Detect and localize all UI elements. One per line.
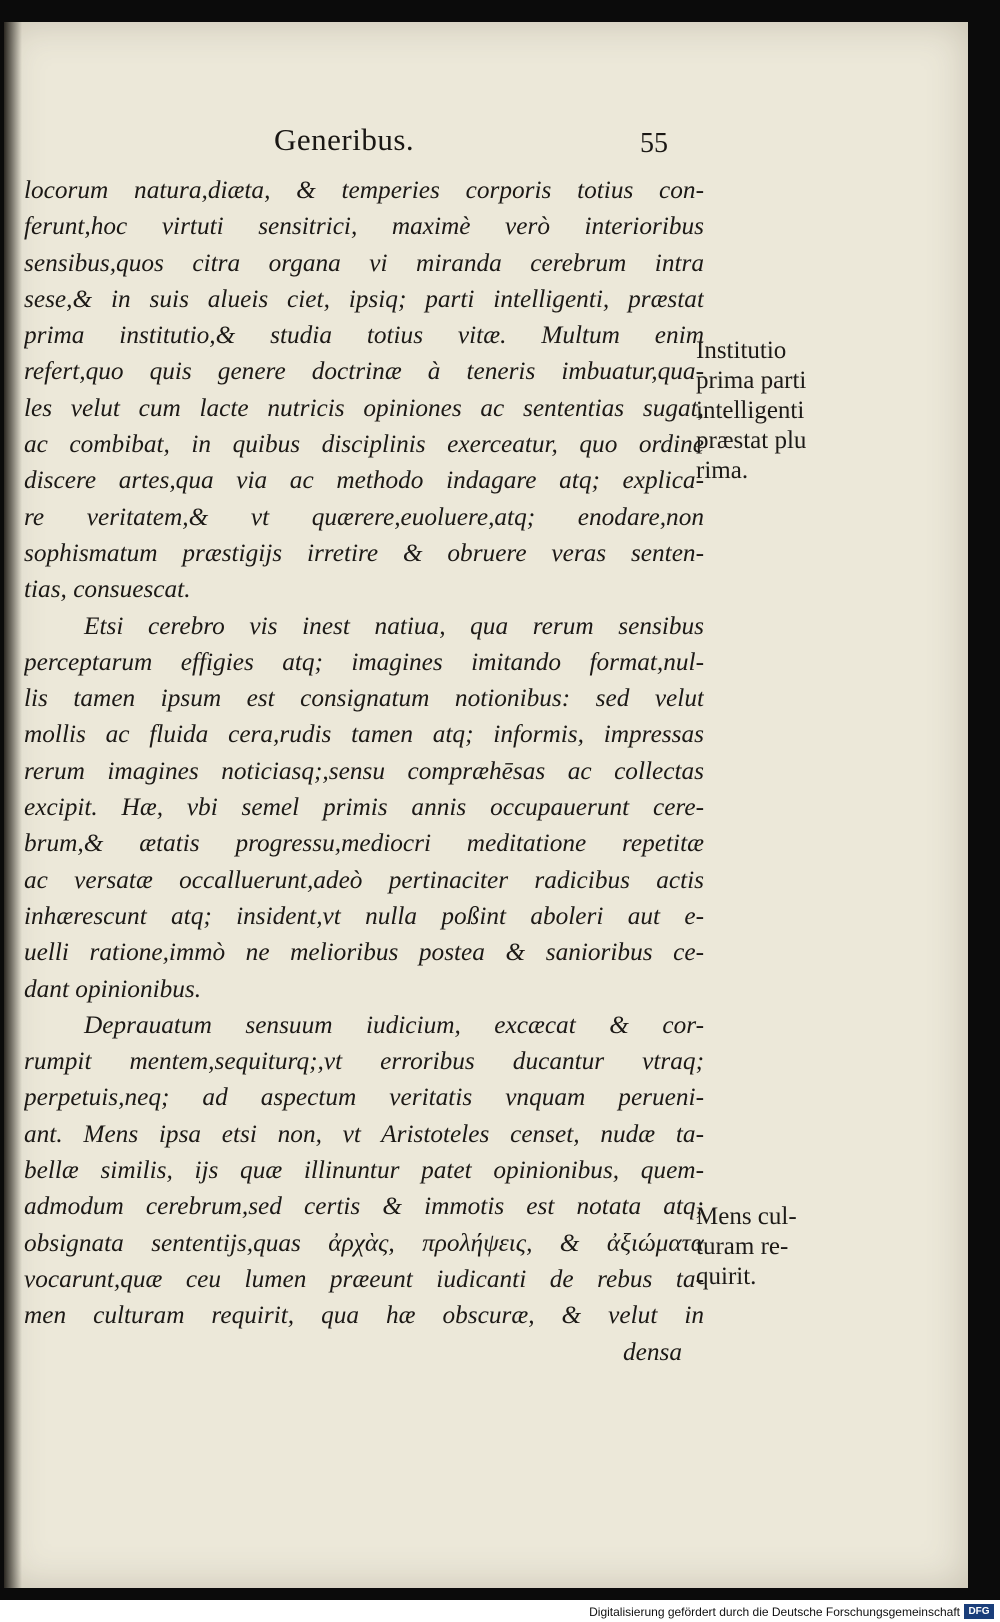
main-text-block <box>24 172 704 1370</box>
text-line: ant. Mens ipsa etsi non, vt Aristoteles censet, nudæ ta- <box>24 1119 704 1148</box>
text-line: mollis ac fluida cera,rudis tamen atq; informis, impressas <box>24 720 704 749</box>
text-line: excipit. Hæ, vbi semel primis annis occupauerunt cere- <box>24 793 704 822</box>
text-line: re veritatem,& vt quærere,euoluere,atq; enodare,non <box>24 502 704 531</box>
dfg-logo-icon: DFG <box>964 1604 994 1619</box>
text-line: ferunt,hoc virtuti sensitrici, maximè verò interioribus <box>24 212 704 241</box>
text-line: sese,& in suis alueis ciet, ipsiq; parti intelligenti, præstat <box>24 284 704 313</box>
text-line: men culturam requirit, qua hæ obscuræ, & velut in <box>24 1301 704 1330</box>
text-line: Deprauatum sensuum iudicium, excæcat & cor- <box>84 1010 704 1039</box>
text-line: prima institutio,& studia totius vitæ. Multum enim <box>24 321 704 350</box>
text-line: refert,quo quis genere doctrinæ à teneris imbuatur,qua- <box>24 357 704 386</box>
text-line: dant opinionibus. <box>24 974 202 1003</box>
text-line: rerum imagines noticiasq;,sensu compræhēsas ac collectas <box>24 756 704 785</box>
margin-note-line: rima. <box>696 457 749 484</box>
margin-note-mens <box>696 1202 856 1292</box>
catchword: densa <box>622 1337 682 1366</box>
text-line: les velut cum lacte nutricis opiniones ac sententias sugat, <box>24 393 704 422</box>
margin-note-line: quirit. <box>696 1263 757 1290</box>
text-line: discere artes,qua via ac methodo indagare atq; explica- <box>24 466 704 495</box>
text-line: tias, consuescat. <box>24 575 191 604</box>
margin-note-line: prima parti <box>696 367 807 394</box>
text-line: ac combibat, in quibus disciplinis exerceatur, quo ordine <box>24 430 704 459</box>
book-page <box>4 22 968 1588</box>
margin-note-line: turam re- <box>696 1233 789 1260</box>
text-line: locorum natura,diæta, & temperies corporis totius con- <box>24 176 704 204</box>
text-line: vocarunt,quæ ceu lumen præeunt iudicanti de rebus ta- <box>24 1264 704 1293</box>
text-line: bellæ similis, ijs quæ illinuntur patet opinionibus, quem- <box>24 1156 704 1185</box>
text-line: ac versatæ occalluerunt,adeò pertinaciter radicibus actis <box>24 865 704 894</box>
text-line: rumpit mentem,sequiturq;,vt erroribus ducantur vtraq; <box>24 1047 704 1076</box>
margin-note-line: præstat plu <box>696 427 807 454</box>
margin-note-institutio <box>696 336 856 486</box>
text-line: inhærescunt atq; insident,vt nulla poßint aboleri aut e- <box>24 901 704 930</box>
text-line: lis tamen ipsum est consignatum notionibus: sed velut <box>24 684 704 713</box>
margin-note-line: Institutio <box>696 337 787 364</box>
text-line: sophismatum præstigijs irretire & obruere veras senten- <box>24 538 704 567</box>
text-line: sensibus,quos citra organa vi miranda cerebrum intra <box>24 248 704 277</box>
text-line: brum,& ætatis progressu,mediocri meditatione repetitæ <box>24 829 704 858</box>
footer-credit: Digitalisierung gefördert durch die Deutsche Forschungsgemeinschaft <box>589 1605 960 1619</box>
text-line: obsignata sententijs,quas ἀρχὰς, προλήψεις, & ἀξιώματα <box>24 1228 704 1257</box>
running-head: Generibus. <box>274 122 415 157</box>
margin-note-line: Mens cul- <box>696 1203 797 1230</box>
text-line: uelli ratione,immò ne melioribus postea & sanioribus ce- <box>24 938 704 967</box>
footer-bar <box>0 1600 1000 1622</box>
text-line: perceptarum effigies atq; imagines imitando format,nul- <box>24 647 704 676</box>
text-line: admodum cerebrum,sed certis & immotis est notata atq; <box>24 1192 704 1221</box>
margin-note-line: intelligenti <box>696 397 805 424</box>
text-line: perpetuis,neq; ad aspectum veritatis vnquam perueni- <box>24 1083 704 1112</box>
text-line: Etsi cerebro vis inest natiua, qua rerum sensibus <box>84 611 704 640</box>
page-number: 55 <box>640 128 668 159</box>
